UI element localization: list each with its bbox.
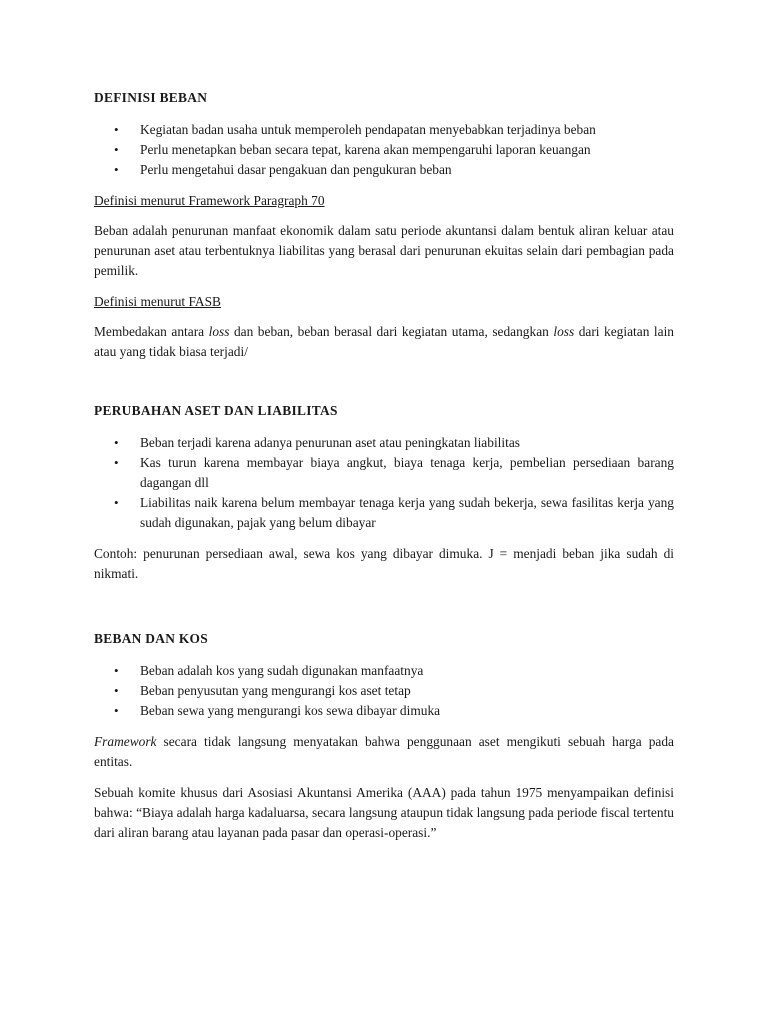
bullet-list-perubahan <box>94 433 674 533</box>
bullet-icon: • <box>114 683 119 698</box>
section-heading-beban-dan-kos: BEBAN DAN KOS <box>94 631 209 646</box>
list-item: • Beban terjadi karena adanya penurunan aset atau peningkatan liabilitas <box>94 433 674 453</box>
paragraph-framework-definition: Beban adalah penurunan manfaat ekonomik dalam satu periode akuntansi dalam bentuk aliran keluar atau penurunan aset atau terbentuknya liabilitas yang berasal dari penurunan ekuitas selain dari pembagian pada pemilik. <box>94 223 674 278</box>
bullet-list-definisi <box>94 120 674 180</box>
bullet-icon: • <box>114 495 119 510</box>
list-item: • Beban sewa yang mengurangi kos sewa dibayar dimuka <box>94 701 674 721</box>
subheading-fasb: Definisi menurut FASB <box>94 294 221 309</box>
list-item: • Beban adalah kos yang sudah digunakan manfaatnya <box>94 661 674 681</box>
subheading-framework: Definisi menurut Framework Paragraph 70 <box>94 193 325 208</box>
bullet-icon: • <box>114 703 119 718</box>
list-item: • Liabilitas naik karena belum membayar tenaga kerja yang sudah bekerja, sewa fasilitas kerja yang sudah digunakan, pajak yang belum dibayar <box>114 495 674 530</box>
paragraph-contoh: Contoh: penurunan persediaan awal, sewa kos yang dibayar dimuka. J = menjadi beban jika sudah di nikmati. <box>94 546 674 581</box>
bullet-icon: • <box>114 455 119 470</box>
list-item: • Perlu mengetahui dasar pengakuan dan pengukuran beban <box>94 160 674 180</box>
list-item: • Beban penyusutan yang mengurangi kos aset tetap <box>94 681 674 701</box>
bullet-icon: • <box>114 162 119 177</box>
bullet-icon: • <box>114 142 119 157</box>
section-heading-perubahan-aset: PERUBAHAN ASET DAN LIABILITAS <box>94 403 338 418</box>
bullet-icon: • <box>114 435 119 450</box>
bullet-list-beban-kos <box>94 661 674 721</box>
list-item: • Perlu menetapkan beban secara tepat, karena akan mempengaruhi laporan keuangan <box>94 140 674 160</box>
paragraph-fasb-definition: Membedakan antara loss dan beban, beban berasal dari kegiatan utama, sedangkan loss dari kegiatan lain atau yang tidak biasa terjadi/ <box>94 324 674 359</box>
list-item: • Kas turun karena membayar biaya angkut, biaya tenaga kerja, pembelian persediaan barang dagangan dll <box>114 455 674 490</box>
paragraph-framework-harga: Framework secara tidak langsung menyatakan bahwa penggunaan aset mengikuti sebuah harga pada entitas. <box>94 734 674 769</box>
bullet-icon: • <box>114 122 119 137</box>
paragraph-aaa-definition: Sebuah komite khusus dari Asosiasi Akuntansi Amerika (AAA) pada tahun 1975 menyampaikan definisi bahwa: “Biaya adalah harga kadaluarsa, secara langsung ataupun tidak langsung pada periode fiscal tertentu dari aliran barang atau layanan pada pasar dan operasi-operasi.” <box>94 785 674 840</box>
section-heading-definisi-beban: DEFINISI BEBAN <box>94 90 208 105</box>
bullet-icon: • <box>114 663 119 678</box>
document-page <box>94 88 674 854</box>
list-item: • Kegiatan badan usaha untuk memperoleh pendapatan menyebabkan terjadinya beban <box>94 120 674 140</box>
